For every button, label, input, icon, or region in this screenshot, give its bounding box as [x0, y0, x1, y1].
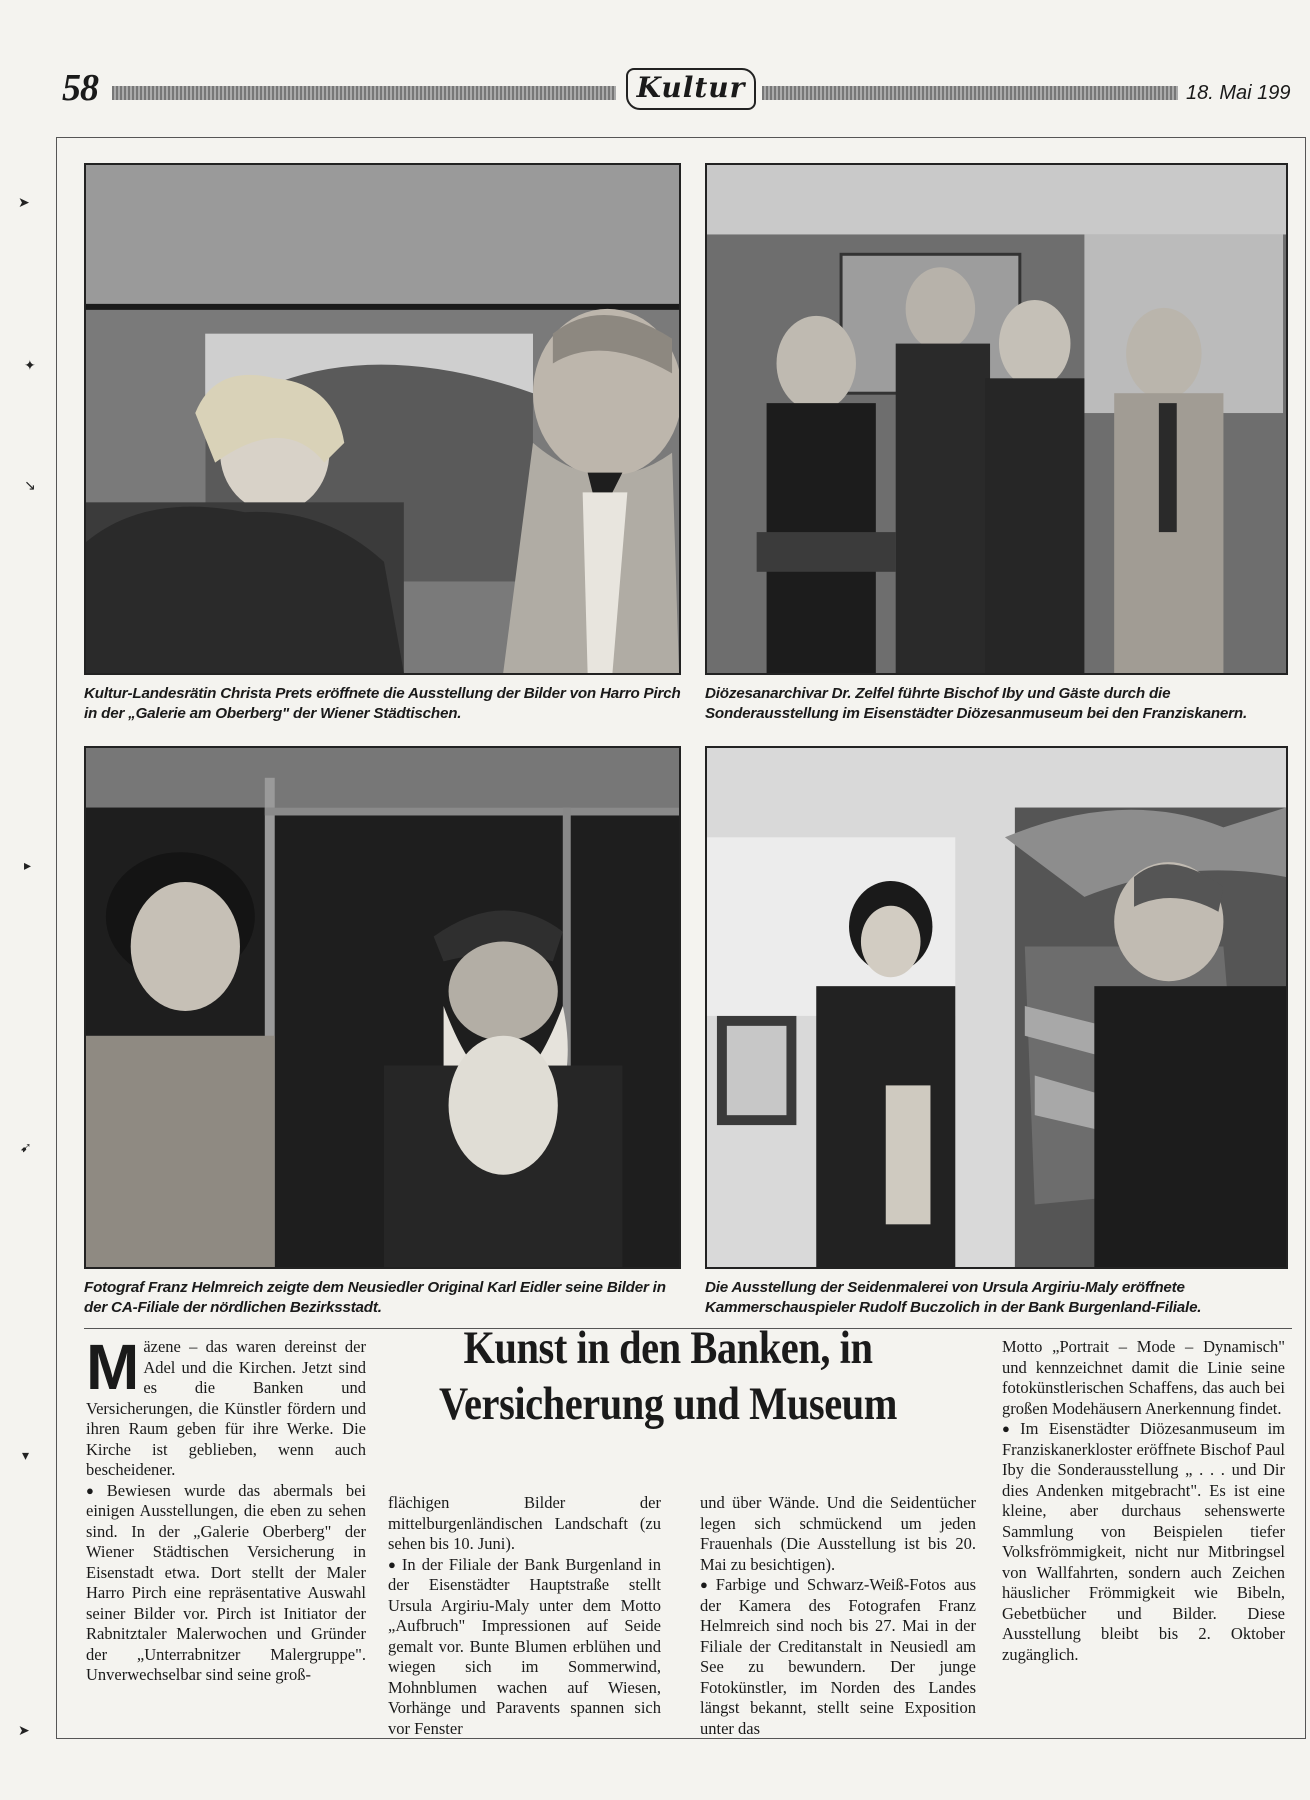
- caption-photo2: Diözesanarchivar Dr. Zelfel führte Bischof Iby und Gäste durch die Sonderausstellung im Eisenstädter Diözesanmuseum bei den Franziskanern.: [705, 685, 1247, 722]
- paragraph: Farbige und Schwarz-Weiß-Fotos aus der Kamera des Fotografen Franz Helmreich sind noch bis 27. Mai in der Filiale der Creditanstalt in Neusiedl am See zu bewundern. Der junge Fotokünstler, im Norden des Landes längst bekannt, stellt seine Exposition unter das: [700, 1575, 976, 1738]
- section-logo: Kultur: [626, 68, 756, 110]
- photo-helmreich-eidler: [84, 746, 681, 1269]
- caption-photo1: Kultur-Landesrätin Christa Prets eröffnete die Ausstellung der Bilder von Harro Pirch in der „Galerie am Oberberg" der Wiener Städtischen.: [84, 685, 681, 722]
- paragraph: flächigen Bilder der mittelburgenländischen Landschaft (zu sehen bis 10. Juni).: [388, 1493, 661, 1553]
- paragraph: Im Eisenstädter Diözesanmuseum im Franziskanerkloster eröffnete Bischof Paul Iby die Sonderausstellung „ . . . und Dir dies Andenken mitgebracht". Es ist eine kleine, aber durchaus sehenswerte Sammlung von Beispielen tiefer Volksfrömmigkeit, nicht nur Mitbringsel von Wallfahrten, sondern auch Zeichen häuslicher Frömmigkeit wie Bibeln, Gebetbücher und Bilder. Diese Ausstellung bleibt bis 2. Oktober zugänglich.: [1002, 1419, 1285, 1664]
- issue-date: 18. Mai 199: [1186, 82, 1291, 104]
- paragraph: und über Wände. Und die Seidentücher legen sich schmückend um jeden Frauenhals (Die Ausstellung ist bis 20. Mai zu besichtigen).: [700, 1493, 976, 1574]
- photo-dioezesanmuseum: [705, 163, 1288, 675]
- margin-mark: ▾: [22, 1448, 30, 1464]
- caption-photo4: Die Ausstellung der Seidenmalerei von Ursula Argiriu-Maly eröffnete Kammerschauspieler Rudolf Buczolich in der Bank Burgenland-Filiale.: [705, 1279, 1202, 1316]
- article-column-3: [700, 1493, 976, 1739]
- paragraph: In der Filiale der Bank Burgenland in der Eisenstädter Hauptstraße stellt Ursula Argiriu-Maly unter dem Motto „Aufbruch" Impressionen auf Seide gemalt vor. Bunte Blumen erblühen und wiegen sich im Sommerwind, Mohnblumen wachen auf Wiesen, Vorhänge und Paravents spannen sich vor Fenster: [388, 1554, 661, 1738]
- page-number: 58: [62, 67, 98, 109]
- header-rule-left: [112, 86, 616, 100]
- margin-mark: ➹: [20, 1140, 32, 1156]
- paragraph: Motto „Portrait – Mode – Dynamisch" und kennzeichnet damit die Linie seine fotokünstlerischen Schaffens, das auch bei großen Modehäusern Anerkennung findet.: [1002, 1337, 1285, 1418]
- photo-prets-pirch: [84, 163, 681, 675]
- header-rule-right: [762, 86, 1178, 100]
- article-column-4: [1002, 1337, 1285, 1665]
- drop-cap: M: [86, 1331, 140, 1403]
- article-headline: Kunst in den Banken, in Versicherung und Museum: [438, 1322, 898, 1430]
- margin-mark: ➤: [18, 1723, 30, 1739]
- margin-mark: ✦: [24, 358, 36, 374]
- photo-argiriu-maly-buczolich: [705, 746, 1288, 1269]
- bullet-icon: ●: [700, 1577, 712, 1592]
- paragraph: Bewiesen wurde das abermals bei einigen Ausstellungen, die eben zu sehen sind. In der „Galerie Oberberg" der Wiener Städtischen Versicherung in Eisenstadt etwa. Dort stellt der Maler Harro Pirch eine repräsentative Auswahl seiner Bilder vor. Pirch ist Initiator der Rabnitztaler Malerwochen und Gründer der „Unterrabnitzer Malergruppe". Unverwechselbar sind seine groß-: [86, 1480, 366, 1684]
- margin-mark: ➤: [18, 195, 30, 211]
- article-column-1: [86, 1331, 366, 1686]
- bullet-icon: ●: [86, 1482, 103, 1498]
- bullet-icon: ●: [1002, 1421, 1017, 1436]
- bullet-icon: ●: [388, 1556, 398, 1572]
- margin-mark: ▸: [24, 858, 32, 874]
- article-column-2: [388, 1493, 661, 1739]
- paragraph: äzene – das waren dereinst der Adel und die Kirchen. Jetzt sind es die Banken und Versicherungen, die Künstler fördern und ihren Raum geben für ihre Werke. Die Kirche ist geblieben, wenn auch bescheidener.: [86, 1337, 366, 1479]
- caption-photo3: Fotograf Franz Helmreich zeigte dem Neusiedler Original Karl Eidler seine Bilder in der CA-Filiale der nördlichen Bezirksstadt.: [84, 1279, 666, 1316]
- margin-mark: ↘: [24, 478, 36, 494]
